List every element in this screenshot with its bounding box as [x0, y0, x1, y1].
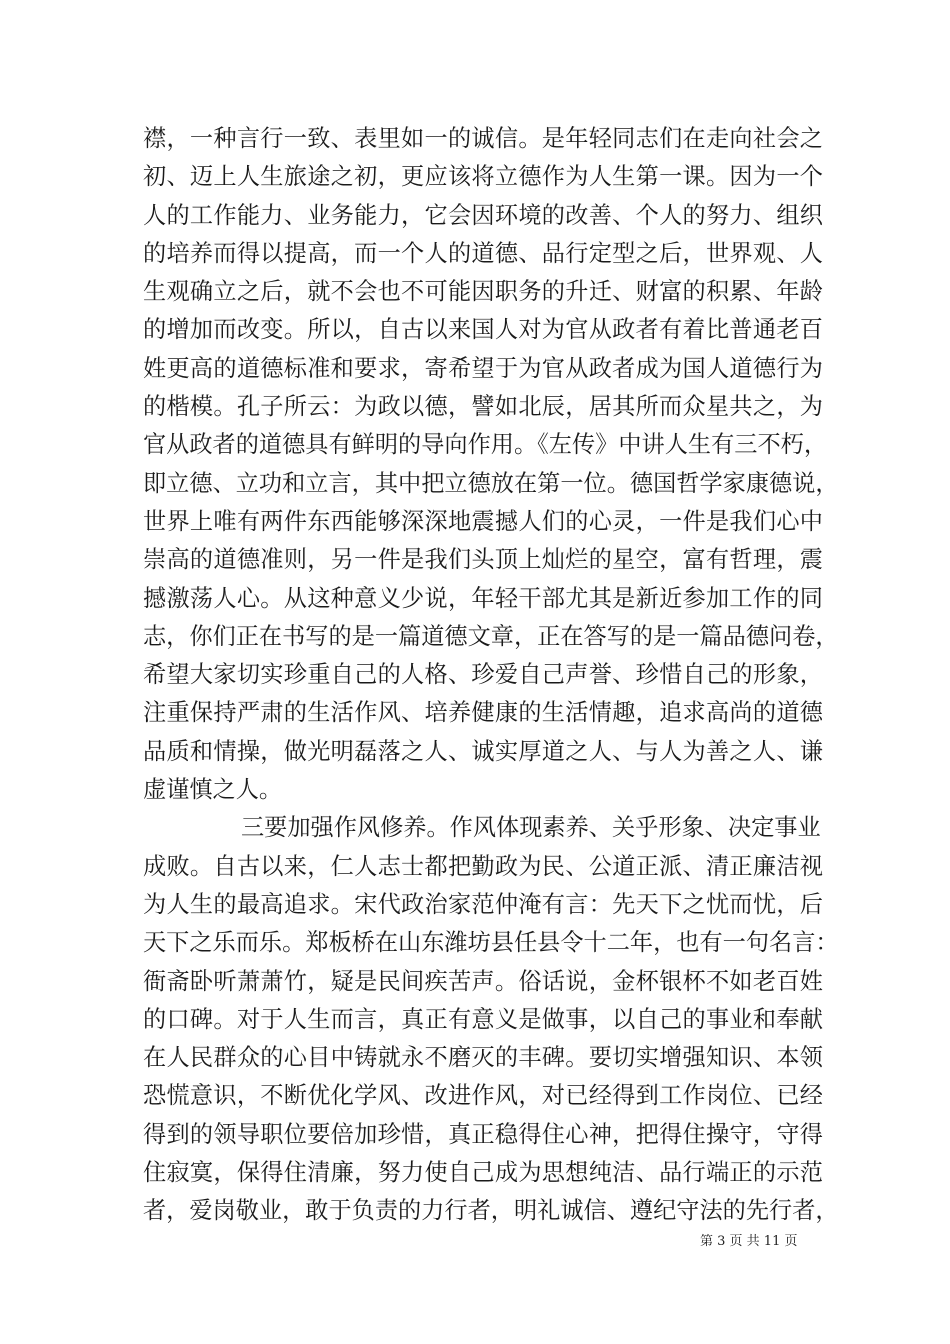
text-line: 住寂寞，保得住清廉，努力使自己成为思想纯洁、品行端正的示范: [143, 1159, 823, 1187]
text-line: 的楷模。孔子所云：为政以德，譬如北辰，居其所而众星共之，为: [143, 393, 823, 421]
text-line: 撼激荡人心。从这种意义少说，年轻干部尤其是新近参加工作的同: [143, 584, 823, 612]
text-line: 崇高的道德准则，另一件是我们头顶上灿烂的星空，富有哲理，震: [143, 546, 823, 574]
text-line: 天下之乐而乐。郑板桥在山东潍坊县任县令十二年，也有一句名言：: [143, 929, 839, 957]
text-line: 者，爱岗敬业，敢于负责的力行者，明礼诚信、遵纪守法的先行者，: [143, 1197, 839, 1225]
text-line: 人的工作能力、业务能力，它会因环境的改善、个人的努力、组织: [143, 201, 823, 229]
text-line: 志，你们正在书写的是一篇道德文章，正在答写的是一篇品德问卷，: [143, 622, 839, 650]
text-line: 注重保持严肃的生活作风、培养健康的生活情趣，追求高尚的道德: [143, 699, 823, 727]
text-line: 恐慌意识，不断优化学风、改进作风，对已经得到工作岗位、已经: [143, 1082, 823, 1110]
text-line: 生观确立之后，就不会也不可能因职务的升迁、财富的积累、年龄: [143, 278, 823, 306]
text-line: 襟，一种言行一致、表里如一的诚信。是年轻同志们在走向社会之: [143, 125, 823, 152]
text-line: 的口碑。对于人生而言，真正有意义是做事，以自己的事业和奉献: [143, 1005, 823, 1033]
text-line: 的增加而改变。所以，自古以来国人对为官从政者有着比普通老百: [143, 316, 823, 344]
text-line: 即立德、立功和立言，其中把立德放在第一位。德国哲学家康德说，: [143, 469, 839, 497]
page-number: 第 3 页 共 11 页: [700, 1234, 798, 1249]
text-line: 成败。自古以来，仁人志士都把勤政为民、公道正派、清正廉洁视: [143, 852, 823, 880]
text-line: 为人生的最高追求。宋代政治家范仲淹有言：先天下之忧而忧，后: [143, 890, 823, 918]
text-line: 初、迈上人生旅途之初，更应该将立德作为人生第一课。因为一个: [143, 163, 823, 191]
text-line: 在人民群众的心目中铸就永不磨灭的丰碑。要切实增强知识、本领: [143, 1044, 823, 1072]
paragraph-end-line: 虚谨慎之人。: [143, 776, 283, 804]
text-line: 官从政者的道德具有鲜明的导向作用。《左传》中讲人生有三不朽，: [143, 431, 828, 459]
text-line: 衙斋卧听萧萧竹，疑是民间疾苦声。俗话说，金杯银杯不如老百姓: [143, 967, 823, 995]
paragraph-start-line: 三要加强作风修养。作风体现素养、关乎形象、决定事业: [241, 814, 821, 842]
text-line: 得到的领导职位要倍加珍惜，真正稳得住心神，把得住操守，守得: [143, 1120, 823, 1148]
text-line: 希望大家切实珍重自己的人格、珍爱自己声誉、珍惜自己的形象，: [143, 661, 823, 689]
text-line: 品质和情操，做光明磊落之人、诚实厚道之人、与人为善之人、谦: [143, 737, 823, 765]
text-line: 姓更高的道德标准和要求，寄希望于为官从政者成为国人道德行为: [143, 354, 823, 382]
body-text: [143, 120, 839, 1231]
text-line: 的培养而得以提高，而一个人的道德、品行定型之后，世界观、人: [143, 239, 823, 267]
text-line: 世界上唯有两件东西能够深深地震撼人们的心灵，一件是我们心中: [143, 507, 823, 535]
